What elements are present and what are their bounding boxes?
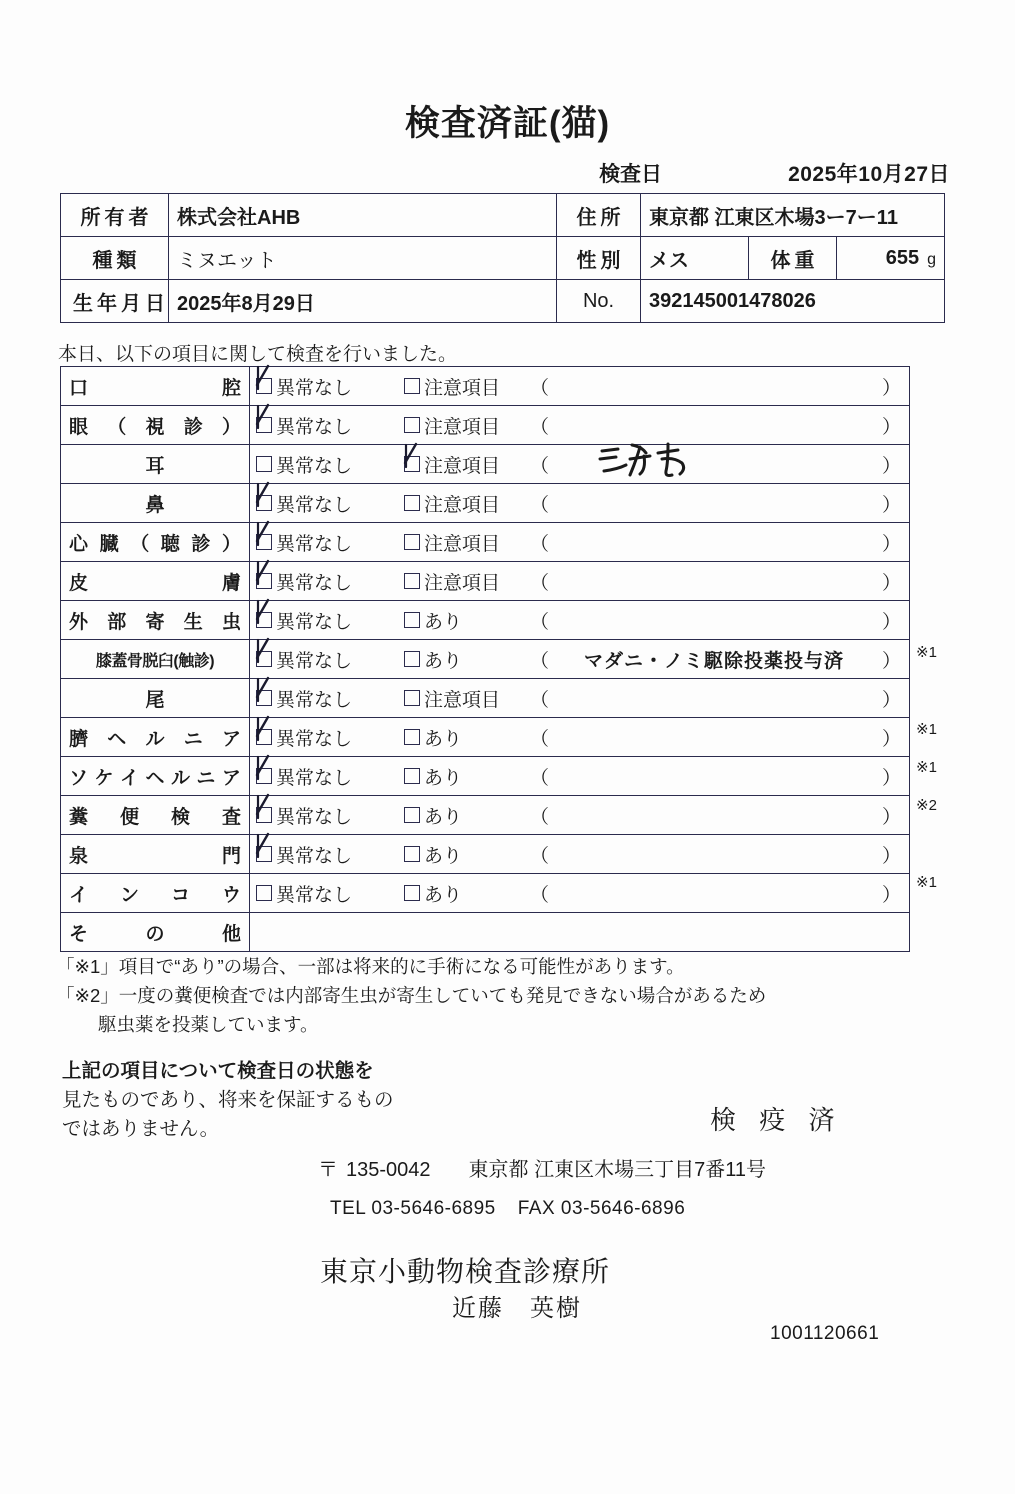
checklist-row-label — [61, 367, 250, 406]
checkbox-option-secondary[interactable] — [404, 841, 528, 868]
checkbox-icon[interactable] — [404, 846, 420, 862]
footnote-marker: ※1 — [916, 720, 937, 738]
checkbox-option-secondary[interactable] — [404, 802, 528, 829]
checklist-row-body — [250, 406, 910, 445]
option-label: 異常なし — [276, 845, 353, 867]
checkbox-icon[interactable] — [404, 456, 420, 472]
checkbox-icon[interactable] — [256, 534, 272, 550]
footnotes — [56, 952, 766, 1039]
note-paren-open: （ — [530, 689, 550, 711]
option-label: 異常なし — [276, 533, 353, 555]
option-label: 注意項目 — [424, 689, 501, 711]
checkbox-option-secondary[interactable] — [404, 607, 528, 634]
checklist-row-label-text: 膝蓋骨脱臼(触診) — [95, 652, 215, 670]
checklist-row-body — [250, 484, 910, 523]
option-label: 異常なし — [276, 728, 353, 750]
checkbox-option-normal[interactable] — [256, 646, 404, 673]
checkbox-option-normal[interactable] — [256, 724, 404, 751]
sex-label: 性別 — [557, 237, 641, 280]
checkbox-option-normal[interactable] — [256, 529, 404, 556]
option-label: 異常なし — [276, 416, 353, 438]
breed-row — [61, 237, 945, 280]
checkbox-option-normal[interactable] — [256, 802, 404, 829]
checklist-row-label — [61, 796, 250, 835]
note-paren-open: （ — [530, 455, 550, 477]
checkbox-icon[interactable] — [404, 807, 420, 823]
checklist-row-body — [250, 913, 910, 952]
checkbox-icon[interactable] — [256, 456, 272, 472]
table-row — [61, 796, 910, 835]
checkbox-option-normal[interactable] — [256, 451, 404, 478]
checkbox-option-normal[interactable] — [256, 685, 404, 712]
weight-unit: g — [927, 250, 937, 268]
footnote-2: 「※2」一度の糞便検査では内部寄生虫が寄生していても発見できない場合があるため — [56, 985, 767, 1006]
checklist-row-label-text: そ の 他 — [69, 923, 241, 945]
note-paren-open: （ — [530, 728, 550, 750]
option-label: 異常なし — [276, 494, 353, 516]
exam-date-label: 検査日 — [599, 163, 663, 186]
checkbox-icon[interactable] — [404, 495, 420, 511]
table-row — [61, 835, 910, 874]
checklist-row-label — [61, 484, 250, 523]
note-paren-close: ） — [881, 845, 901, 867]
table-row — [61, 874, 910, 913]
checkbox-option-normal[interactable] — [256, 841, 404, 868]
table-row — [61, 718, 910, 757]
table-row — [61, 523, 910, 562]
note-paren-open: （ — [530, 416, 550, 438]
breed-label: 種類 — [61, 237, 169, 280]
owner-value: 株式会社AHB — [169, 194, 557, 237]
checklist-row-label-text: 皮 膚 — [69, 572, 241, 594]
birth-value: 2025年8月29日 — [169, 280, 557, 323]
sex-value: メス — [641, 237, 749, 280]
note-paren-close: ） — [881, 533, 901, 555]
checkbox-icon[interactable] — [256, 807, 272, 823]
inspection-checklist-table — [60, 366, 910, 952]
checklist-row-label — [61, 874, 250, 913]
checkbox-icon[interactable] — [404, 768, 420, 784]
checklist-row-label-text: イ ン コ ウ — [69, 884, 241, 906]
checkbox-icon[interactable] — [256, 885, 272, 901]
owner-label: 所有者 — [61, 194, 169, 237]
owner-row — [61, 194, 945, 237]
intro-text: 本日、以下の項目に関して検査を行いました。 — [58, 344, 458, 365]
checklist-row-body — [250, 679, 910, 718]
checklist-row-label — [61, 757, 250, 796]
weight-value: 655 — [885, 246, 920, 269]
footnote-marker: ※1 — [916, 873, 937, 891]
checklist-row-body — [250, 523, 910, 562]
note-paren-close: ） — [881, 728, 901, 750]
handwritten-note — [596, 441, 692, 487]
checkbox-icon[interactable] — [404, 690, 420, 706]
checklist-row-label-text: 眼 （ 視 診 ） — [69, 416, 241, 438]
note-paren-close: ） — [881, 611, 901, 633]
clinic-tel: TEL 03-5646-6895 — [330, 1198, 496, 1219]
footnote-marker: ※1 — [916, 644, 937, 662]
checkbox-option-secondary[interactable] — [404, 880, 528, 907]
checkbox-option-normal[interactable] — [256, 568, 404, 595]
table-row — [61, 913, 910, 952]
checkbox-icon[interactable] — [256, 573, 272, 589]
checklist-row-body — [250, 640, 910, 679]
birth-label: 生年月日 — [61, 280, 169, 323]
checklist-row-body — [250, 445, 910, 484]
note-paren-open: （ — [530, 572, 550, 594]
checklist-row-label — [61, 835, 250, 874]
checkbox-icon[interactable] — [404, 378, 420, 394]
birth-row — [61, 280, 945, 323]
checklist-row-label — [61, 913, 250, 952]
clinic-fax: FAX 03-5646-6896 — [517, 1198, 686, 1219]
option-label: 異常なし — [276, 767, 353, 789]
checklist-row-label-text: 耳 — [145, 455, 165, 477]
checkbox-icon[interactable] — [256, 378, 272, 394]
checkbox-option-normal[interactable] — [256, 763, 404, 790]
checklist-row-label-text: 心 臓 （ 聴 診 ） — [69, 533, 241, 555]
option-label: あり — [424, 806, 463, 828]
table-row — [61, 757, 910, 796]
disclaimer-line-2: 見たものであり、将来を保証するもの — [62, 1089, 394, 1111]
checkbox-icon[interactable] — [404, 651, 420, 667]
disclaimer-line-3: ではありません。 — [62, 1118, 220, 1140]
option-label: 注意項目 — [424, 416, 501, 438]
checkbox-option-secondary[interactable] — [404, 529, 528, 556]
checkbox-icon[interactable] — [256, 846, 272, 862]
option-label: 異常なし — [276, 455, 353, 477]
table-row — [61, 562, 910, 601]
checklist-row-label — [61, 640, 250, 679]
checkbox-option-secondary[interactable] — [404, 724, 528, 751]
option-label: 注意項目 — [424, 455, 501, 477]
checkbox-option-secondary[interactable] — [404, 451, 528, 478]
checklist-row-label — [61, 562, 250, 601]
checkbox-option-secondary[interactable] — [404, 646, 528, 673]
checklist-row-label-text: 糞 便 検 査 — [69, 806, 241, 828]
checkbox-option-normal[interactable] — [256, 373, 404, 400]
checklist-row-label — [61, 718, 250, 757]
breed-value: ミヌエット — [169, 237, 557, 280]
clinic-contact — [330, 1198, 685, 1220]
clinic-address-text: 東京都 江東区木場三丁目7番11号 — [468, 1159, 766, 1181]
checklist-row-label-text: 鼻 — [145, 494, 165, 516]
footnote-1: 「※1」項目で“あり”の場合、一部は将来的に手術になる可能性があります。 — [56, 956, 685, 977]
clinic-address — [318, 1153, 766, 1182]
address-label: 住所 — [557, 194, 641, 237]
table-row — [61, 679, 910, 718]
note-paren-open: （ — [530, 767, 550, 789]
checklist-row-label — [61, 406, 250, 445]
option-label: 異常なし — [276, 377, 353, 399]
footnote-marker: ※1 — [916, 759, 937, 776]
note-paren-close: ） — [881, 416, 901, 438]
checklist-row-body — [250, 718, 910, 757]
option-label: あり — [424, 767, 463, 789]
option-label: 注意項目 — [424, 377, 501, 399]
checkbox-icon[interactable] — [404, 534, 420, 550]
exam-date-value: 2025年10月27日 — [788, 163, 950, 186]
footnote-3: 駆虫薬を投薬しています。 — [98, 1014, 319, 1035]
option-label: 注意項目 — [424, 572, 501, 594]
option-label: 異常なし — [276, 884, 353, 906]
note-paren-close: ） — [881, 884, 901, 906]
option-label: 異常なし — [276, 689, 353, 711]
note-paren-close: ） — [881, 806, 901, 828]
note-paren-close: ） — [881, 650, 901, 672]
option-label: あり — [424, 845, 463, 867]
page-title: 検査済証(猫) — [404, 104, 611, 143]
option-label: あり — [424, 728, 463, 750]
checkbox-icon[interactable] — [404, 729, 420, 745]
checkbox-option-secondary[interactable] — [404, 763, 528, 790]
address-value: 東京都 江東区木場3ー7ー11 — [641, 194, 945, 237]
checkbox-icon[interactable] — [404, 573, 420, 589]
checklist-row-body — [250, 835, 910, 874]
checklist-row-label-text: 尾 — [145, 689, 165, 711]
option-label: 異常なし — [276, 611, 353, 633]
checkbox-option-normal[interactable] — [256, 880, 404, 907]
checkbox-option-normal[interactable] — [256, 607, 404, 634]
note-paren-open: （ — [530, 611, 550, 633]
checklist-row-body — [250, 796, 910, 835]
checklist-row-body — [250, 562, 910, 601]
checklist-row-label-text: ソ ケ イ ヘ ル ニ ア — [69, 767, 241, 789]
weight-label: 体重 — [749, 237, 837, 280]
checkbox-icon[interactable] — [256, 690, 272, 706]
table-row — [61, 484, 910, 523]
checkbox-option-secondary[interactable] — [404, 568, 528, 595]
checklist-row-label-text: 泉 門 — [69, 845, 241, 867]
checklist-row-body — [250, 757, 910, 796]
option-label: 注意項目 — [424, 494, 501, 516]
disclaimer-line-1: 上記の項目について検査日の状態を — [62, 1060, 374, 1082]
option-label: 注意項目 — [424, 533, 501, 555]
checkbox-icon[interactable] — [256, 729, 272, 745]
disclaimer — [62, 1057, 394, 1144]
note-paren-close: ） — [881, 377, 901, 399]
weight-value-cell — [837, 237, 945, 280]
checklist-row-body — [250, 367, 910, 406]
note-paren-open: （ — [530, 377, 550, 399]
footnote-marker: ※2 — [916, 797, 937, 815]
checkbox-icon[interactable] — [256, 612, 272, 628]
checklist-row-body — [250, 874, 910, 913]
checkbox-option-normal[interactable] — [256, 412, 404, 439]
checklist-row-label-text: 臍 ヘ ル ニ ア — [69, 728, 241, 750]
checkbox-icon[interactable] — [256, 651, 272, 667]
note-paren-open: （ — [530, 533, 550, 555]
no-label: No. — [557, 280, 641, 323]
note-paren-close: ） — [881, 767, 901, 789]
checklist-row-label-text: 外 部 寄 生 虫 — [69, 611, 241, 633]
no-value: 392145001478026 — [641, 280, 945, 323]
clinic-zip: 135-0042 — [346, 1159, 431, 1181]
checkbox-option-secondary[interactable] — [404, 490, 528, 517]
note-paren-close: ） — [881, 455, 901, 477]
checklist-row-label-text: 口 腔 — [69, 377, 241, 399]
note-paren-open: （ — [530, 845, 550, 867]
note-paren-close: ） — [881, 689, 901, 711]
table-row — [61, 445, 910, 484]
exam-date-row — [0, 158, 950, 188]
postal-mark-icon: 〒 — [318, 1159, 338, 1181]
checklist-row-label — [61, 445, 250, 484]
table-row — [61, 640, 910, 679]
checkbox-icon[interactable] — [404, 885, 420, 901]
note-paren-open: （ — [530, 806, 550, 828]
option-label: 異常なし — [276, 572, 353, 594]
printed-note: マダニ・ノミ駆除投薬投与済 — [584, 650, 845, 672]
checkbox-option-secondary[interactable] — [404, 373, 528, 400]
table-row — [61, 601, 910, 640]
note-paren-open: （ — [530, 494, 550, 516]
option-label: あり — [424, 611, 463, 633]
option-label: あり — [424, 650, 463, 672]
clinic-name: 東京小動物検査診療所 — [320, 1256, 611, 1287]
checkbox-option-secondary[interactable] — [404, 685, 528, 712]
doctor-name: 近藤 英樹 — [452, 1295, 582, 1322]
checklist-row-label — [61, 601, 250, 640]
checkbox-icon[interactable] — [404, 417, 420, 433]
note-paren-open: （ — [530, 650, 550, 672]
option-label: 異常なし — [276, 806, 353, 828]
serial-number: 1001120661 — [770, 1323, 880, 1344]
checkbox-icon[interactable] — [256, 768, 272, 784]
note-paren-close: ） — [881, 494, 901, 516]
option-label: あり — [424, 884, 463, 906]
checkbox-option-normal[interactable] — [256, 490, 404, 517]
checklist-row-label — [61, 679, 250, 718]
checklist-row-label — [61, 523, 250, 562]
animal-info-table — [60, 193, 945, 323]
checkbox-icon[interactable] — [256, 495, 272, 511]
checklist-row-body — [250, 601, 910, 640]
checkbox-option-secondary[interactable] — [404, 412, 528, 439]
table-row — [61, 367, 910, 406]
note-paren-open: （ — [530, 884, 550, 906]
checkbox-icon[interactable] — [256, 417, 272, 433]
checkbox-icon[interactable] — [404, 612, 420, 628]
note-paren-close: ） — [881, 572, 901, 594]
quarantine-seal: 検 疫 済 — [710, 1105, 843, 1135]
handwritten-note-wrap — [549, 441, 909, 487]
option-label: 異常なし — [276, 650, 353, 672]
table-row — [61, 406, 910, 445]
